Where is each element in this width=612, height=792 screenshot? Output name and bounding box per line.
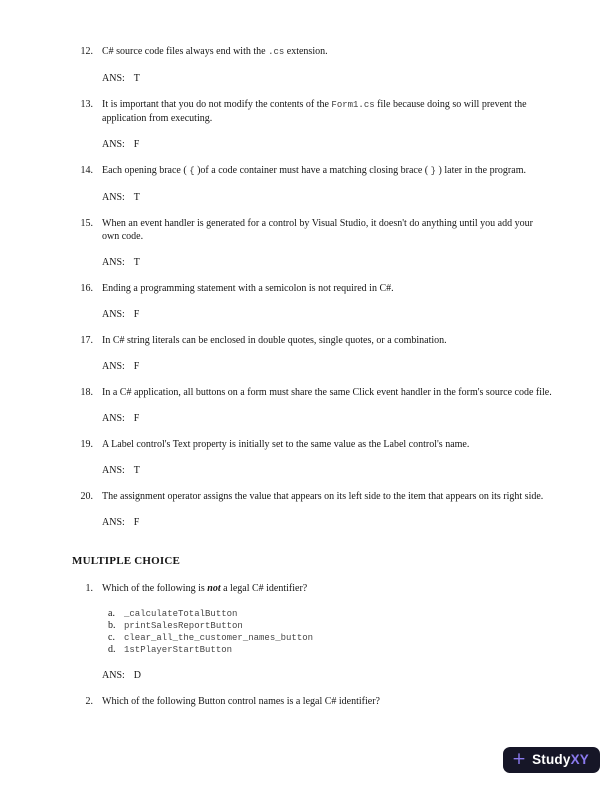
- question: [72, 438, 557, 490]
- text-segment: {: [189, 166, 195, 176]
- answer-line: [102, 138, 552, 151]
- text-segment: In C# string literals can be enclosed in double quotes, single quotes, or a combination.: [102, 335, 447, 346]
- option-text: printSalesReportButton: [124, 621, 243, 631]
- text-segment: not: [207, 583, 221, 594]
- answer-value: D: [133, 670, 142, 681]
- answer-value: T: [133, 257, 140, 268]
- text-segment: Each opening brace (: [102, 165, 190, 176]
- section-heading: MULTIPLE CHOICE: [72, 555, 181, 567]
- answer-value: F: [133, 309, 140, 320]
- question-number: 17.: [80, 335, 93, 346]
- question: [72, 282, 557, 334]
- answer-value: F: [133, 361, 140, 372]
- question-text: [102, 98, 552, 125]
- answer-option: [108, 620, 552, 632]
- true-false-question-list: [72, 45, 557, 542]
- question: [72, 695, 557, 721]
- answer-label: ANS:: [102, 309, 125, 320]
- question-text: [102, 490, 552, 503]
- question: [72, 45, 557, 98]
- answer-option: [108, 608, 552, 620]
- question-body: [102, 334, 552, 386]
- answer-value: T: [133, 192, 140, 203]
- answer-option: [108, 632, 552, 644]
- option-letter: d.: [108, 644, 116, 655]
- question-body: [102, 438, 552, 490]
- answer-label: ANS:: [102, 139, 125, 150]
- answer-label: ANS:: [102, 670, 125, 681]
- text-segment: Which of the following Button control names is a legal C# identifier?: [102, 696, 380, 707]
- text-segment: }: [430, 166, 437, 176]
- plus-icon: +: [511, 748, 527, 769]
- answer-value: F: [133, 139, 140, 150]
- question-text: [102, 334, 552, 347]
- question: [72, 490, 557, 542]
- option-text: _calculateTotalButton: [124, 609, 238, 619]
- answer-line: [102, 516, 552, 529]
- question-body: [102, 582, 552, 695]
- question-body: [102, 490, 552, 542]
- answer-line: [102, 256, 552, 269]
- logo-text-accent: XY: [570, 752, 589, 768]
- text-segment: A Label control's Text property is initially set to the same value as the Label control's name.: [102, 439, 470, 450]
- option-letter: a.: [108, 608, 115, 619]
- answer-line: [102, 72, 552, 85]
- question-body: [102, 282, 552, 334]
- question-number: 19.: [80, 439, 93, 450]
- text-segment: When an event handler is generated for a control by Visual Studio, it doesn't do anything until you add your own code.: [102, 218, 533, 242]
- answer-line: [102, 191, 552, 204]
- answer-line: [102, 360, 552, 373]
- question-body: [102, 386, 552, 438]
- question-number: 15.: [80, 218, 93, 229]
- answer-options: [108, 608, 552, 656]
- logo-text-primary: Study: [532, 752, 571, 768]
- text-segment: )of a code container must have a matching closing brace (: [194, 165, 431, 176]
- question-body: [102, 45, 552, 98]
- question-number: 12.: [80, 46, 93, 57]
- question-body: [102, 98, 552, 164]
- question-number: 1.: [85, 583, 93, 594]
- text-segment: It is important that you do not modify the contents of the: [102, 99, 332, 110]
- question: [72, 582, 557, 695]
- answer-label: ANS:: [102, 413, 125, 424]
- question-text: [102, 164, 552, 178]
- question-number: 20.: [80, 491, 93, 502]
- answer-value: F: [133, 413, 140, 424]
- answer-option: [108, 644, 552, 656]
- question: [72, 217, 557, 282]
- answer-line: [102, 669, 552, 682]
- question-text: [102, 217, 552, 243]
- option-text: 1stPlayerStartButton: [124, 645, 233, 655]
- question: [72, 334, 557, 386]
- text-segment: Form1.cs: [331, 100, 375, 110]
- question-text: [102, 282, 552, 295]
- option-letter: b.: [108, 620, 116, 631]
- text-segment: C# source code files always end with the: [102, 46, 269, 57]
- question-body: [102, 217, 552, 282]
- question: [72, 98, 557, 164]
- question-number: 14.: [80, 165, 93, 176]
- answer-line: [102, 308, 552, 321]
- answer-value: F: [133, 517, 140, 528]
- text-segment: The assignment operator assigns the value that appears on its left side to the item that appears on its right side.: [102, 491, 544, 502]
- answer-value: T: [133, 465, 140, 476]
- question-text: [102, 386, 552, 399]
- option-text: clear_all_the_customer_names_button: [124, 633, 314, 643]
- answer-label: ANS:: [102, 361, 125, 372]
- text-segment: In a C# application, all buttons on a form must share the same Click event handler in the form's source code file.: [102, 387, 552, 398]
- question-text: [102, 582, 552, 595]
- question-body: [102, 164, 552, 217]
- question-number: 2.: [85, 696, 93, 707]
- logo-text: [532, 753, 589, 767]
- question-body: [102, 695, 552, 721]
- text-segment: Which of the following is: [102, 583, 208, 594]
- answer-label: ANS:: [102, 192, 125, 203]
- answer-line: [102, 464, 552, 477]
- text-segment: Ending a programming statement with a semicolon is not required in C#.: [102, 283, 394, 294]
- answer-label: ANS:: [102, 465, 125, 476]
- answer-label: ANS:: [102, 517, 125, 528]
- multiple-choice-question-list: [72, 582, 557, 721]
- question: [72, 164, 557, 217]
- text-segment: extension.: [284, 46, 328, 57]
- question-number: 16.: [80, 283, 93, 294]
- text-segment: a legal C# identifier?: [220, 583, 308, 594]
- answer-value: T: [133, 73, 140, 84]
- answer-label: ANS:: [102, 73, 125, 84]
- answer-line: [102, 412, 552, 425]
- text-segment: .cs: [268, 47, 285, 57]
- option-letter: c.: [108, 632, 115, 643]
- answer-label: ANS:: [102, 257, 125, 268]
- question-text: [102, 695, 552, 708]
- studyxy-logo: [503, 747, 600, 773]
- question-number: 13.: [80, 99, 93, 110]
- question: [72, 386, 557, 438]
- text-segment: ) later in the program.: [436, 165, 526, 176]
- question-text: [102, 45, 552, 59]
- question-number: 18.: [80, 387, 93, 398]
- question-text: [102, 438, 552, 451]
- text-segment: file because doing so will prevent the application from executing.: [102, 99, 527, 124]
